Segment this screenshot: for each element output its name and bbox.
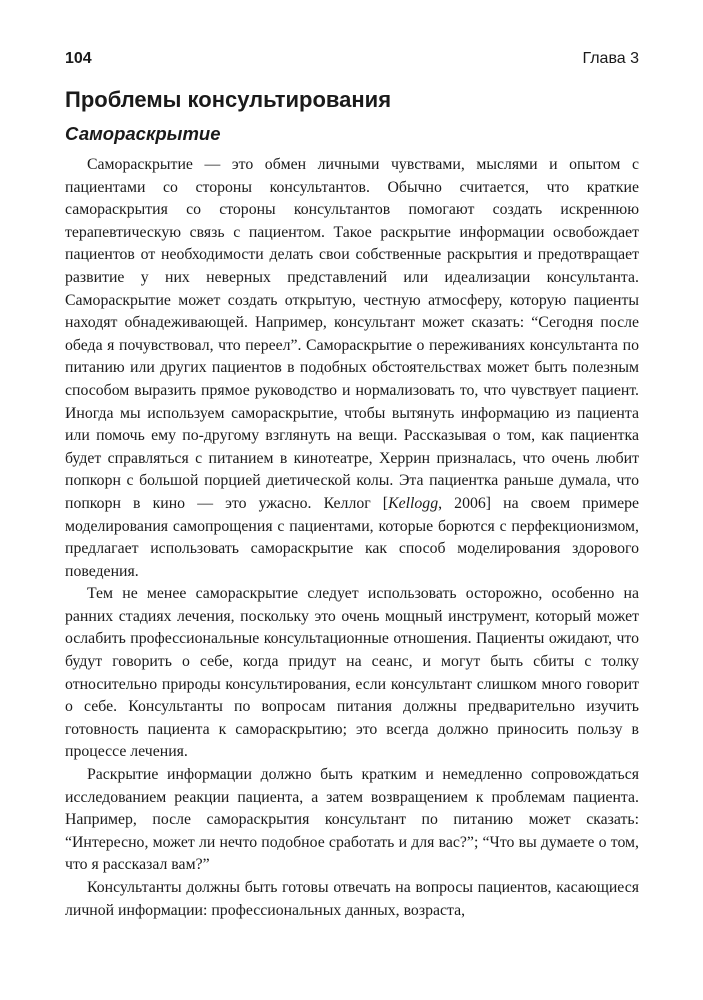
running-head [65,48,639,70]
body-text [65,154,639,922]
page-number: 104 [65,50,92,67]
citation-author: Kellogg [388,494,439,512]
paragraph-1-text-end: , 2006] на своем примере моделирования самопрощения с пациентами, которые борются с перфекционизмом, предлагает использовать самораскрытие как способ моделирования здорового поведения. [65,494,639,580]
subsection-heading: Самораскрытие [65,123,221,144]
paragraph-4: Консультанты должны быть готовы отвечать на вопросы пациентов, касающиеся личной информации: профессиональных данных, возраста, [65,879,639,919]
chapter-label: Глава 3 [582,50,639,67]
book-page [65,48,639,922]
section-heading: Проблемы консультирования [65,87,392,112]
paragraph-2: Тем не менее самораскрытие следует использовать осторожно, особенно на ранних стадиях лечения, поскольку это очень мощный инструмент, который может ослабить профессиональные консультационные отношения. Пациенты ожидают, что будут говорить о себе, когда придут на сеанс, и могут быть сбиты с толку относительно природы консультирования, если консультант слишком много говорит о себе. Консультанты по вопросам питания должны предварительно изучить готовность пациента к самораскрытию; это всегда должно приносить пользу в процессе лечения. [65,585,639,761]
paragraph-1 [65,154,639,583]
paragraph-1-text: Самораскрытие — это обмен личными чувствами, мыслями и опытом с пациентами со стороны консультантов. Обычно считается, что краткие самораскрытия со стороны консультантов помогают создать искреннюю терапевтическую связь с пациентом. Такое раскрытие информации освобождает пациентов от необходимости делать свои собственные раскрытия и предотвращает развитие у них неверных представлений или идеализации консультанта. Самораскрытие может создать открытую, честную атмосферу, которую пациенты находят обнадеживающей. Например, консультант может сказать: “Сегодня после обеда я почувствовал, что переел”. Самораскрытие о переживаниях консультанта по питанию или других пациентов в подобных обстоятельствах может быть полезным способом выразить прямое руководство и нормализовать то, что чувствует пациент. Иногда мы используем самораскрытие, чтобы вытянуть информацию из пациента или помочь ему по-другому взглянуть на вещи. Рассказывая о том, как пациентка будет справляться с питанием в кинотеатре, Херрин призналась, что очень любит попкорн с большой порцией диетической колы. Эта пациентка раньше думала, что попкорн в кино — это ужасно. Келлог [ [65,156,639,512]
paragraph-3: Раскрытие информации должно быть кратким и немедленно сопровождаться исследованием реакции пациента, а затем возвращением к проблемам пациента. Например, после самораскрытия консультант по питанию может сказать: “Интересно, может ли нечто подобное сработать и для вас?”; “Что вы думаете о том, что я рассказал вам?” [65,766,639,874]
